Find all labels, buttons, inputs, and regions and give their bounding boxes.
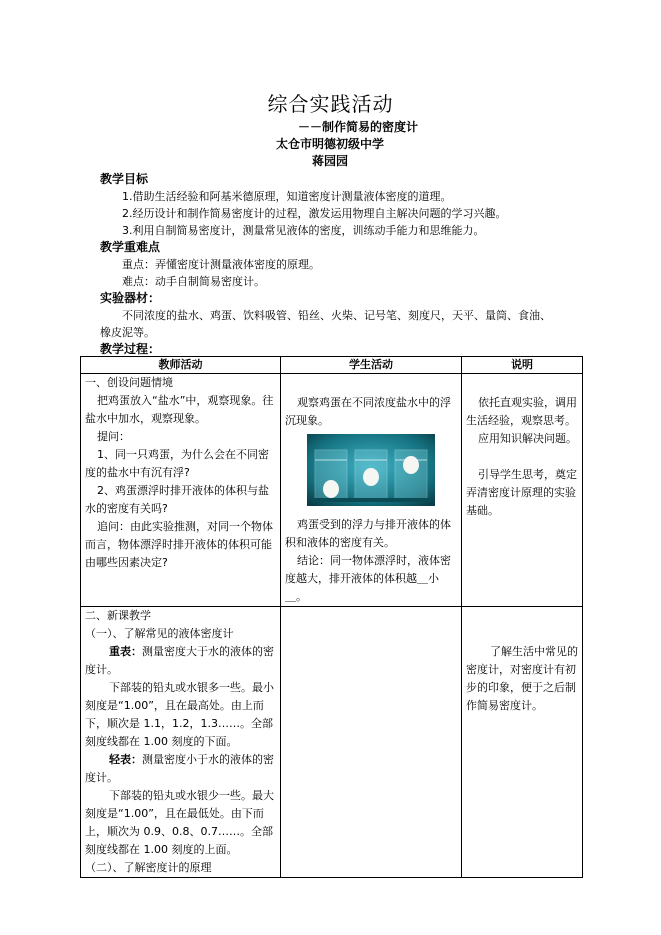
heavy-desc: 下部装的铅丸或水银多一些。最小刻度是“1.00”，且在最高处。由上而下，顺次是 1.1，1.2，1.3……。全部刻度线都在 1.00 刻度的下面。	[85, 681, 274, 748]
header-note: 说明	[462, 357, 583, 374]
goal-item-3: 3.利用自制简易密度计，测量常见液体的密度，训练动手能力和思维能力。	[122, 224, 485, 237]
student-text: 鸡蛋受到的浮力与排开液体的体积和液体的密度有关。	[285, 518, 451, 549]
header-student: 学生活动	[281, 357, 462, 374]
school-name: 太仓市明德初级中学	[276, 137, 385, 151]
teacher-text: 追问：由此实验推测，对同一个物体而言，物体漂浮时排开液体的体积可能由哪些因素决定?	[85, 520, 273, 569]
note-cell	[462, 607, 583, 878]
table-row	[81, 607, 583, 878]
subsection-title: （二）、了解密度计的原理	[85, 861, 212, 874]
student-activity-cell	[281, 607, 462, 878]
note-cell	[462, 374, 583, 607]
materials-line-1: 不同浓度的盐水、鸡蛋、饮料吸管、铅丝、火柴、记号笔、刻度尺，天平、量筒、食油、	[122, 309, 551, 322]
goals-heading: 教学目标	[100, 172, 149, 186]
heavy-text: 测量密度大于水的液体的密度计。	[85, 645, 274, 676]
teacher-text: 把鸡蛋放入“盐水”中，观察现象。往盐水中加水，观察现象。	[85, 394, 274, 425]
light-label: 轻表：	[109, 753, 142, 766]
section-title: 二、新课教学	[85, 609, 151, 622]
heavy-label: 重表：	[109, 645, 142, 658]
goal-item-2: 2.经历设计和制作简易密度计的过程，激发运用物理自主解决问题的学习兴趣。	[122, 207, 507, 220]
student-text: 观察鸡蛋在不同浓度盐水中的浮沉现象。	[285, 396, 451, 427]
difficult-point: 难点：动手自制简易密度计。	[122, 275, 265, 288]
eggs-in-salt-water-photo	[307, 434, 435, 506]
light-desc: 下部装的铅丸或水银少一些。最大刻度是“1.00”，且在最低处。由下而上，顺次为 0.9、0.8、0.7……。全部刻度线都在 1.00 刻度的上面。	[85, 789, 274, 856]
note-text: 依托直观实验，调用生活经验，观察思考。	[466, 396, 577, 427]
subsection-title: （一）、了解常见的液体密度计	[85, 627, 234, 640]
key-point: 重点：弄懂密度计测量液体密度的原理。	[122, 258, 320, 271]
note-text: 了解生活中常见的密度计，对密度计有初步的印象，便于之后制作简易密度计。	[466, 645, 578, 712]
section-title: 一、创设问题情境	[85, 376, 173, 389]
header-teacher: 教师活动	[81, 357, 281, 374]
table-header-row	[81, 357, 583, 374]
teacher-activity-cell	[81, 374, 281, 607]
lesson-table	[80, 356, 583, 878]
table-row	[81, 374, 583, 607]
page-subtitle: －－制作简易的密度计	[298, 120, 419, 134]
student-conclusion: 结论：同一物体漂浮时，液体密度越大，排开液体的体积越＿小＿。	[285, 554, 451, 603]
light-text: 测量密度小于水的液体的密度计。	[85, 753, 274, 784]
teacher-text: 1、同一只鸡蛋，为什么会在不同密度的盐水中有沉有浮?	[85, 448, 269, 479]
note-text: 引导学生思考，奠定弄清密度计原理的实验基础。	[466, 468, 577, 517]
student-activity-cell	[281, 374, 462, 607]
process-heading: 教学过程：	[100, 342, 161, 356]
teacher-text: 提问：	[97, 430, 130, 443]
keypoints-heading: 教学重难点	[100, 240, 161, 254]
teacher-text: 2、鸡蛋漂浮时排开液体的体积与盐水的密度有关吗?	[85, 484, 269, 515]
materials-line-2: 橡皮泥等。	[100, 326, 155, 339]
author-name: 蒋园园	[312, 154, 349, 168]
goal-item-1: 1.借助生活经验和阿基米德原理，知道密度计测量液体密度的道理。	[122, 190, 452, 203]
teacher-activity-cell	[81, 607, 281, 878]
page-title: 综合实践活动	[267, 92, 394, 116]
note-text: 应用知识解决问题。	[478, 432, 577, 445]
materials-heading: 实验器材：	[100, 291, 161, 305]
